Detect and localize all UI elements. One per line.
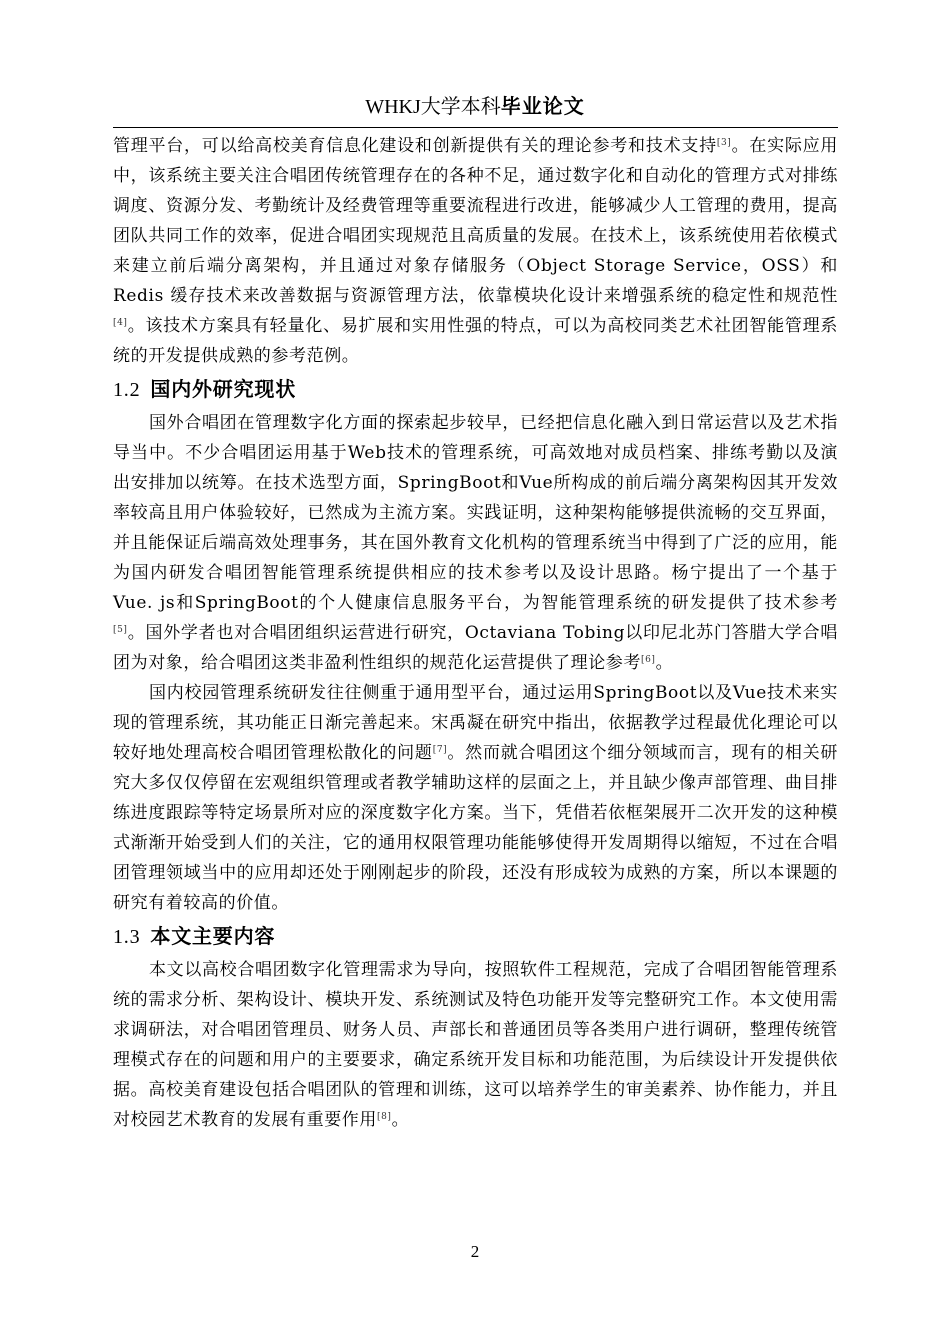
paragraph-text: 。该技术方案具有轻量化、易扩展和实用性强的特点，可以为高校同类艺术社团智能管理系统的开发提供成熟的参考范例。 <box>113 316 838 366</box>
paragraph <box>113 408 838 678</box>
citation-ref: [3] <box>716 138 732 148</box>
page-number: 2 <box>470 1242 480 1261</box>
section-title: 本文主要内容 <box>150 924 276 948</box>
header-rule <box>113 127 838 128</box>
section-heading-1-2 <box>113 373 838 406</box>
paragraph-text: 国外合唱团在管理数字化方面的探索起步较早，已经把信息化融入到日常运营以及艺术指导当中。不少合唱团运用基于Web技术的管理系统，可高效地对成员档案、排练考勤以及演出安排加以统筹。在技术选型方面，SpringBoot和Vue所构成的前后端分离架构因其开发效率较高且用户体验较好，已然成为主流方案。实践证明，这种架构能够提供流畅的交互界面，并且能保证后端高效处理事务，其在国外教育文化机构的管理系统当中得到了广泛的应用，能为国内研发合唱团智能管理系统提供相应的技术参考以及设计思路。杨宁提出了一个基于Vue. js和SpringBoot的个人健康信息服务平台，为智能管理系统的研发提供了技术参考 <box>113 413 838 613</box>
paragraph-text: 本文以高校合唱团数字化管理需求为导向，按照软件工程规范，完成了合唱团智能管理系统的需求分析、架构设计、模块开发、系统测试及特色功能开发等完整研究工作。本文使用需求调研法，对合唱团管理员、财务人员、声部长和普通团员等各类用户进行调研，整理传统管理模式存在的问题和用户的主要要求，确定系统开发目标和功能范围，为后续设计开发提供依据。高校美育建设包括合唱团队的管理和训练，这可以培养学生的审美素养、协作能力，并且对校园艺术教育的发展有重要作用 <box>113 960 838 1130</box>
citation-ref: [4] <box>113 318 128 328</box>
running-header <box>0 92 950 121</box>
header-thesis-label: 毕业论文 <box>500 94 585 118</box>
body-content <box>113 131 838 1135</box>
paragraph <box>113 955 838 1135</box>
section-heading-1-3 <box>113 920 838 953</box>
paragraph-text: 。国外学者也对合唱团组织运营进行研究，Octaviana Tobing以印尼北苏门答腊大学合唱团为对象，给合唱团这类非盈利性组织的规范化运营提供了理论参考 <box>113 623 838 673</box>
paragraph-text: 。 <box>391 1110 410 1130</box>
paragraph-text: 。 <box>655 653 674 673</box>
citation-ref: [8] <box>377 1112 392 1122</box>
section-number: 1.3 <box>113 926 141 948</box>
paragraph-text: 。在实际应用中，该系统主要关注合唱团传统管理存在的各种不足，通过数字化和自动化的管理方式对排练调度、资源分发、考勤统计及经费管理等重要流程进行改进，能够减少人工管理的费用，提高团队共同工作的效率，促进合唱团实现规范且高质量的发展。在技术上，该系统使用若依模式来建立前后端分离架构，并且通过对象存储服务（Object Storage Service，OSS）和 Redis 缓存技术来改善数据与资源管理方法，依靠模块化设计来增强系统的稳定性和规范性 <box>113 136 838 306</box>
paragraph-text: 。然而就合唱团这个细分领域而言，现有的相关研究大多仅仅停留在宏观组织管理或者教学辅助这样的层面之上，并且缺少像声部管理、曲目排练进度跟踪等特定场景所对应的深度数字化方案。当下，凭借若依框架展开二次开发的这种模式渐渐开始受到人们的关注，它的通用权限管理功能能够使得开发周期得以缩短，不过在合唱团管理领域当中的应用却还处于刚刚起步的阶段，还没有形成较为成熟的方案，所以本课题的研究有着较高的价值。 <box>113 743 838 913</box>
paragraph-continued <box>113 131 838 371</box>
paragraph-text: 国内校园管理系统研发往往侧重于通用型平台，通过运用SpringBoot以及Vue技术来实现的管理系统，其功能正日渐完善起来。宋禹凝在研究中指出，依据教学过程最优化理论可以较好地处理高校合唱团管理松散化的问题 <box>113 683 838 763</box>
section-number: 1.2 <box>113 379 141 401</box>
header-university: WHKJ大学本科 <box>365 96 501 118</box>
section-title: 国内外研究现状 <box>150 377 297 401</box>
citation-ref: [5] <box>113 625 128 635</box>
citation-ref: [6] <box>641 655 656 665</box>
paragraph-text: 管理平台，可以给高校美育信息化建设和创新提供有关的理论参考和技术支持 <box>113 136 717 156</box>
paragraph <box>113 678 838 918</box>
citation-ref: [7] <box>432 745 448 755</box>
